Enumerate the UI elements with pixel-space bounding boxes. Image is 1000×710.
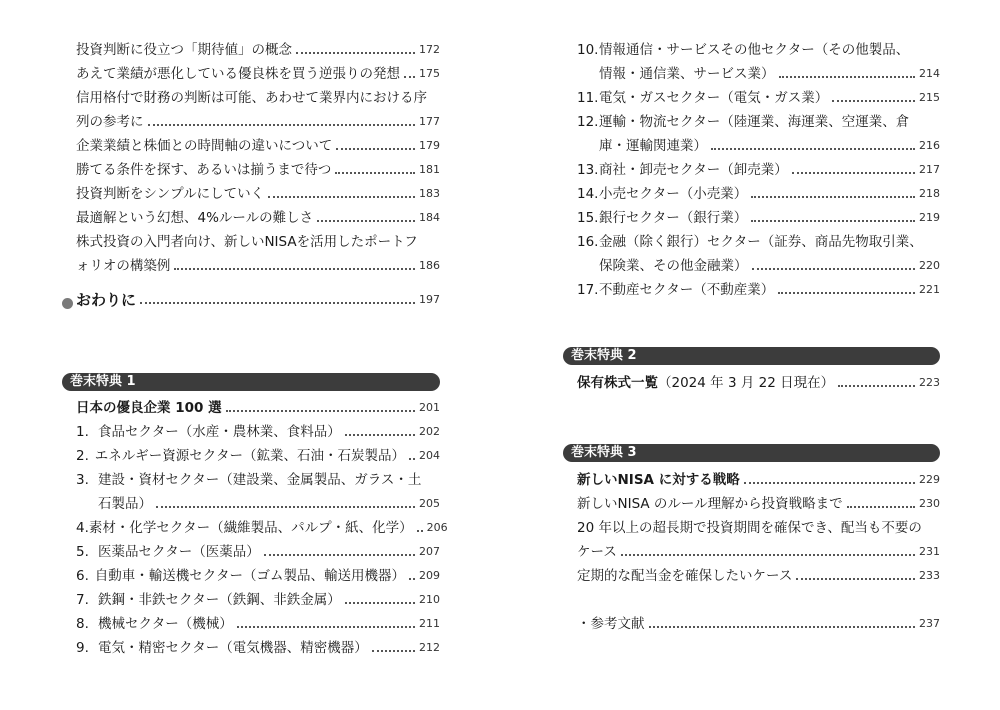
toc-sector-1[interactable]: 1. 食品セクター（水産・農林業、食料品） 202 (76, 424, 440, 440)
toc-bonus1-heading[interactable]: 日本の優良企業 100 選 201 (76, 400, 440, 416)
toc-sector-3-cont[interactable]: 石製品） 205 (98, 496, 440, 512)
toc-entry[interactable]: 定期的な配当金を確保したいケース 233 (577, 568, 940, 584)
toc-entry[interactable]: 企業業績と株価との時間軸の違いについて 179 (76, 138, 440, 154)
toc-holdings[interactable]: 保有株式一覧 （2024 年 3 月 22 日現在） 223 (577, 375, 940, 391)
toc-sector-10[interactable]: 10. 情報通信・サービスその他セクター（その他製品、 (577, 42, 910, 58)
toc-references[interactable]: ・参考文献 237 (577, 616, 940, 632)
bonus3-band: 巻末特典 3 (563, 444, 940, 462)
toc-sector-7[interactable]: 7. 鉄鋼・非鉄セクター（鉄鋼、非鉄金属） 210 (76, 592, 440, 608)
bonus1-band: 巻末特典 1 (62, 373, 440, 391)
toc-entry-line1[interactable]: 20 年以上の超長期で投資期間を確保でき、配当も不要の (577, 520, 922, 536)
toc-sector-14[interactable]: 14. 小売セクター（小売業） 218 (577, 186, 940, 202)
toc-entry[interactable]: ケース 231 (577, 544, 940, 560)
toc-bonus3-heading[interactable]: 新しいNISA に対する戦略 229 (577, 472, 940, 488)
toc-sector-10-cont[interactable]: 情報・通信業、サービス業） 214 (599, 66, 940, 82)
toc-sector-17[interactable]: 17. 不動産セクター（不動産業） 221 (577, 282, 940, 298)
toc-entry[interactable]: ォリオの構築例 186 (76, 258, 440, 274)
toc-entry[interactable]: 投資判断に役立つ「期待値」の概念 172 (76, 42, 440, 58)
toc-sector-9[interactable]: 9. 電気・精密セクター（電気機器、精密機器） 212 (76, 640, 440, 656)
circle-bullet-icon (62, 298, 73, 309)
toc-entry-line1[interactable]: 株式投資の入門者向け、新しいNISAを活用したポートフ (76, 234, 418, 250)
toc-sector-8[interactable]: 8. 機械セクター（機械） 211 (76, 616, 440, 632)
toc-sector-2[interactable]: 2. エネルギー資源セクター（鉱業、石油・石炭製品） 204 (76, 448, 440, 464)
bonus2-band: 巻末特典 2 (563, 347, 940, 365)
toc-entry[interactable]: 最適解という幻想、4%ルールの難しさ 184 (76, 210, 440, 226)
toc-entry[interactable]: 列の参考に 177 (76, 114, 440, 130)
toc-sector-13[interactable]: 13. 商社・卸売セクター（卸売業） 217 (577, 162, 940, 178)
toc-sector-12[interactable]: 12. 運輸・物流セクター（陸運業、海運業、空運業、倉 (577, 114, 910, 130)
toc-entry[interactable]: 勝てる条件を探す、あるいは揃うまで待つ 181 (76, 162, 440, 178)
toc-sector-12-cont[interactable]: 庫・運輸関連業） 216 (599, 138, 940, 154)
toc-sector-3[interactable]: 3. 建設・資材セクター（建設業、金属製品、ガラス・土 (76, 472, 422, 488)
toc-sector-11[interactable]: 11. 電気・ガスセクター（電気・ガス業） 215 (577, 90, 940, 106)
toc-sector-5[interactable]: 5. 医薬品セクター（医薬品） 207 (76, 544, 440, 560)
toc-entry-line1[interactable]: 信用格付で財務の判断は可能、あわせて業界内における序 (76, 90, 427, 106)
toc-sector-16-cont[interactable]: 保険業、その他金融業） 220 (599, 258, 940, 274)
toc-sector-4[interactable]: 4. 素材・化学セクター（繊維製品、パルプ・紙、化学） 206 (76, 520, 448, 536)
toc-sector-6[interactable]: 6. 自動車・輸送機セクター（ゴム製品、輸送用機器） 209 (76, 568, 440, 584)
toc-sector-16[interactable]: 16. 金融（除く銀行）セクター（証券、商品先物取引業、 (577, 234, 923, 250)
toc-sector-15[interactable]: 15. 銀行セクター（銀行業） 219 (577, 210, 940, 226)
toc-entry[interactable]: 新しいNISA のルール理解から投資戦略まで 230 (577, 496, 940, 512)
toc-owarini[interactable]: おわりに 197 (62, 284, 440, 308)
toc-entry[interactable]: あえて業績が悪化している優良株を買う逆張りの発想 175 (76, 66, 440, 82)
toc-entry[interactable]: 投資判断をシンプルにしていく 183 (76, 186, 440, 202)
